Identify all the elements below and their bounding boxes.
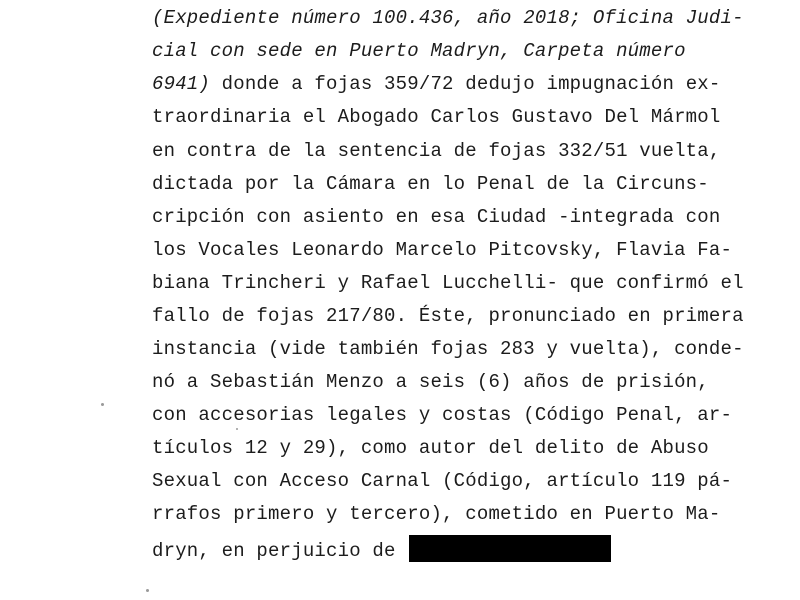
text-line-16: rrafos primero y tercero), cometido en Puerto Ma- <box>152 503 721 525</box>
text-line-14: tículos 12 y 29), como autor del delito de Abuso <box>152 437 709 459</box>
text-line-7: cripción con asiento en esa Ciudad -integrada con <box>152 206 721 228</box>
text-line-8: los Vocales Leonardo Marcelo Pitcovsky, Flavia Fa- <box>152 239 733 261</box>
text-line-17-text: dryn, en perjuicio de <box>152 540 408 562</box>
redaction-box <box>409 535 611 562</box>
text-line-13: con accesorias legales y costas (Código Penal, ar- <box>152 404 733 426</box>
scan-speck <box>146 589 149 592</box>
text-line-11: instancia (vide también fojas 283 y vuelta), conde- <box>152 338 744 360</box>
text-line-3-italic: 6941) <box>152 73 211 95</box>
text-line-10: fallo de fojas 217/80. Éste, pronunciado en primera <box>152 305 744 327</box>
text-line-15: Sexual con Acceso Carnal (Código, artículo 119 pá- <box>152 470 733 492</box>
text-line-2: cial con sede en Puerto Madryn, Carpeta número <box>152 40 686 62</box>
text-line-3-roman: donde a fojas 359/72 dedujo impugnación ex- <box>210 73 721 95</box>
text-line-1: (Expediente número 100.436, año 2018; Oficina Judi- <box>152 7 744 29</box>
text-line-9: biana Trincheri y Rafael Lucchelli- que confirmó el <box>152 272 744 294</box>
text-line-3 <box>152 72 772 96</box>
text-line-5: en contra de la sentencia de fojas 332/51 vuelta, <box>152 140 721 162</box>
scan-speck <box>101 403 104 406</box>
text-line-17 <box>152 535 772 563</box>
text-line-6: dictada por la Cámara en lo Penal de la Circuns- <box>152 173 709 195</box>
text-line-4: traordinaria el Abogado Carlos Gustavo Del Mármol <box>152 106 721 128</box>
scan-speck <box>236 428 238 430</box>
text-line-12: nó a Sebastián Menzo a seis (6) años de prisión, <box>152 371 709 393</box>
